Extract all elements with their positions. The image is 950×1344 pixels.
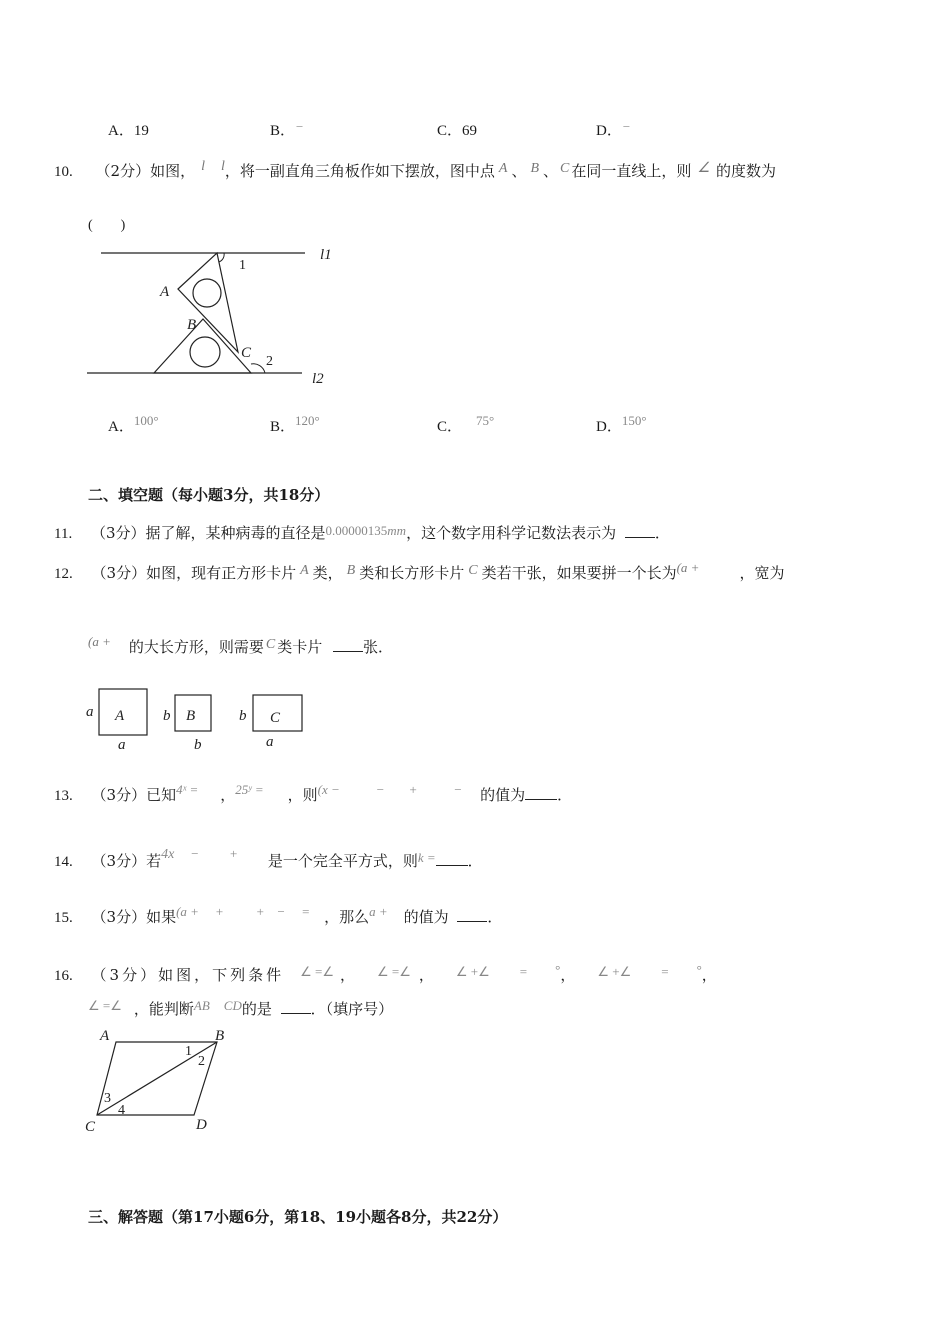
q12-stem-line1: 12. （3分）如图，现有正方形卡片 A 类， B 类和长方形卡片 C 类若干张，如果要拼一个长为(a + ，宽为 <box>54 560 785 582</box>
q15-stem: 15. （3分）如果(a + + + − = ，那么a + 的值为 ． <box>54 904 503 926</box>
label-C: C <box>241 345 252 361</box>
section-2-title: 二、填空题（每小题3分，共18分） <box>88 486 330 504</box>
q10-option-d: D．150° <box>596 413 647 435</box>
label-C: C <box>85 1119 96 1135</box>
label-D: D <box>196 1117 207 1133</box>
card-c-side: b <box>239 708 247 724</box>
q16-parallelogram-figure <box>80 1022 240 1137</box>
q13-answer-blank[interactable] <box>525 785 557 800</box>
card-c-bottom: a <box>266 734 274 750</box>
q10-answer-paren: ( ) <box>88 218 126 233</box>
q10-triangle-figure <box>84 238 344 388</box>
q10-option-c: C． 75° <box>437 413 495 435</box>
card-a-label: A <box>115 708 125 724</box>
angle-2-arc <box>251 364 265 373</box>
angle-1-arc <box>219 253 224 262</box>
label-angle-3: 3 <box>104 1091 111 1106</box>
label-l1: l1 <box>320 247 332 263</box>
label-angle-2: 2 <box>198 1054 205 1069</box>
q11-stem: 11. （3分）据了解，某种病毒的直径是0.00000135mm，这个数字用科学记数法表示为 ． <box>54 523 670 542</box>
q14-answer-blank[interactable] <box>436 851 468 866</box>
q9-option-b: B．− <box>270 119 304 139</box>
label-B: B <box>215 1028 225 1044</box>
q10-stem: 10. （2分）如图， l l，将一副直角三角板作如下摆放，图中点 A 、 B 、 C 在同一直线上，则 ∠ 的度数为 <box>54 159 776 180</box>
card-c-label: C <box>270 710 281 726</box>
label-angle-1: 1 <box>239 258 246 273</box>
q16-answer-blank[interactable] <box>281 999 311 1014</box>
q9-option-c: C．69 <box>437 123 478 139</box>
q11-answer-blank[interactable] <box>625 523 655 538</box>
circle-upper <box>193 279 221 307</box>
label-angle-1: 1 <box>185 1044 192 1059</box>
circle-lower <box>190 337 220 367</box>
q16-stem-line1: 16. （3分）如图，下列条件 ∠ =∠ ， ∠ =∠ ， ∠ +∠ = °， ∠ +∠ = °， <box>54 962 717 984</box>
card-b-side: b <box>163 708 171 724</box>
card-a-bottom: a <box>118 737 126 753</box>
section-3-title: 三、解答题（第17小题6分，第18、19小题各8分，共22分） <box>88 1208 508 1226</box>
q15-answer-blank[interactable] <box>457 907 487 922</box>
q10-option-a: A．100° <box>108 413 159 435</box>
q13-stem: 13. （3分）已知4ˣ = ，25ʸ = ，则(x − − + − 的值为 ． <box>54 782 573 804</box>
card-b-label: B <box>186 708 196 724</box>
label-angle-4: 4 <box>118 1103 125 1118</box>
q14-stem: 14. （3分）若4x − + 是一个完全平方式，则k = ． <box>54 846 483 870</box>
label-B: B <box>187 317 197 333</box>
card-a-side: a <box>86 704 94 720</box>
diagonal-bc <box>97 1042 217 1115</box>
label-A: A <box>100 1028 110 1044</box>
q10-option-b: B．120° <box>270 413 320 435</box>
card-b-bottom: b <box>194 737 202 753</box>
q12-stem-line2: (a + 的大长方形，则需要 C 类卡片 张． <box>88 634 394 656</box>
q12-answer-blank[interactable] <box>333 637 363 652</box>
label-A: A <box>160 284 170 300</box>
q9-option-d: D．− <box>596 119 631 139</box>
q16-stem-line2: ∠ =∠ ，能判断AB CD的是 ．（填序号） <box>88 998 394 1018</box>
q9-option-a: A．19 <box>108 123 149 139</box>
label-l2: l2 <box>312 371 324 387</box>
label-angle-2: 2 <box>266 354 273 369</box>
q12-cards-figure <box>82 683 312 753</box>
